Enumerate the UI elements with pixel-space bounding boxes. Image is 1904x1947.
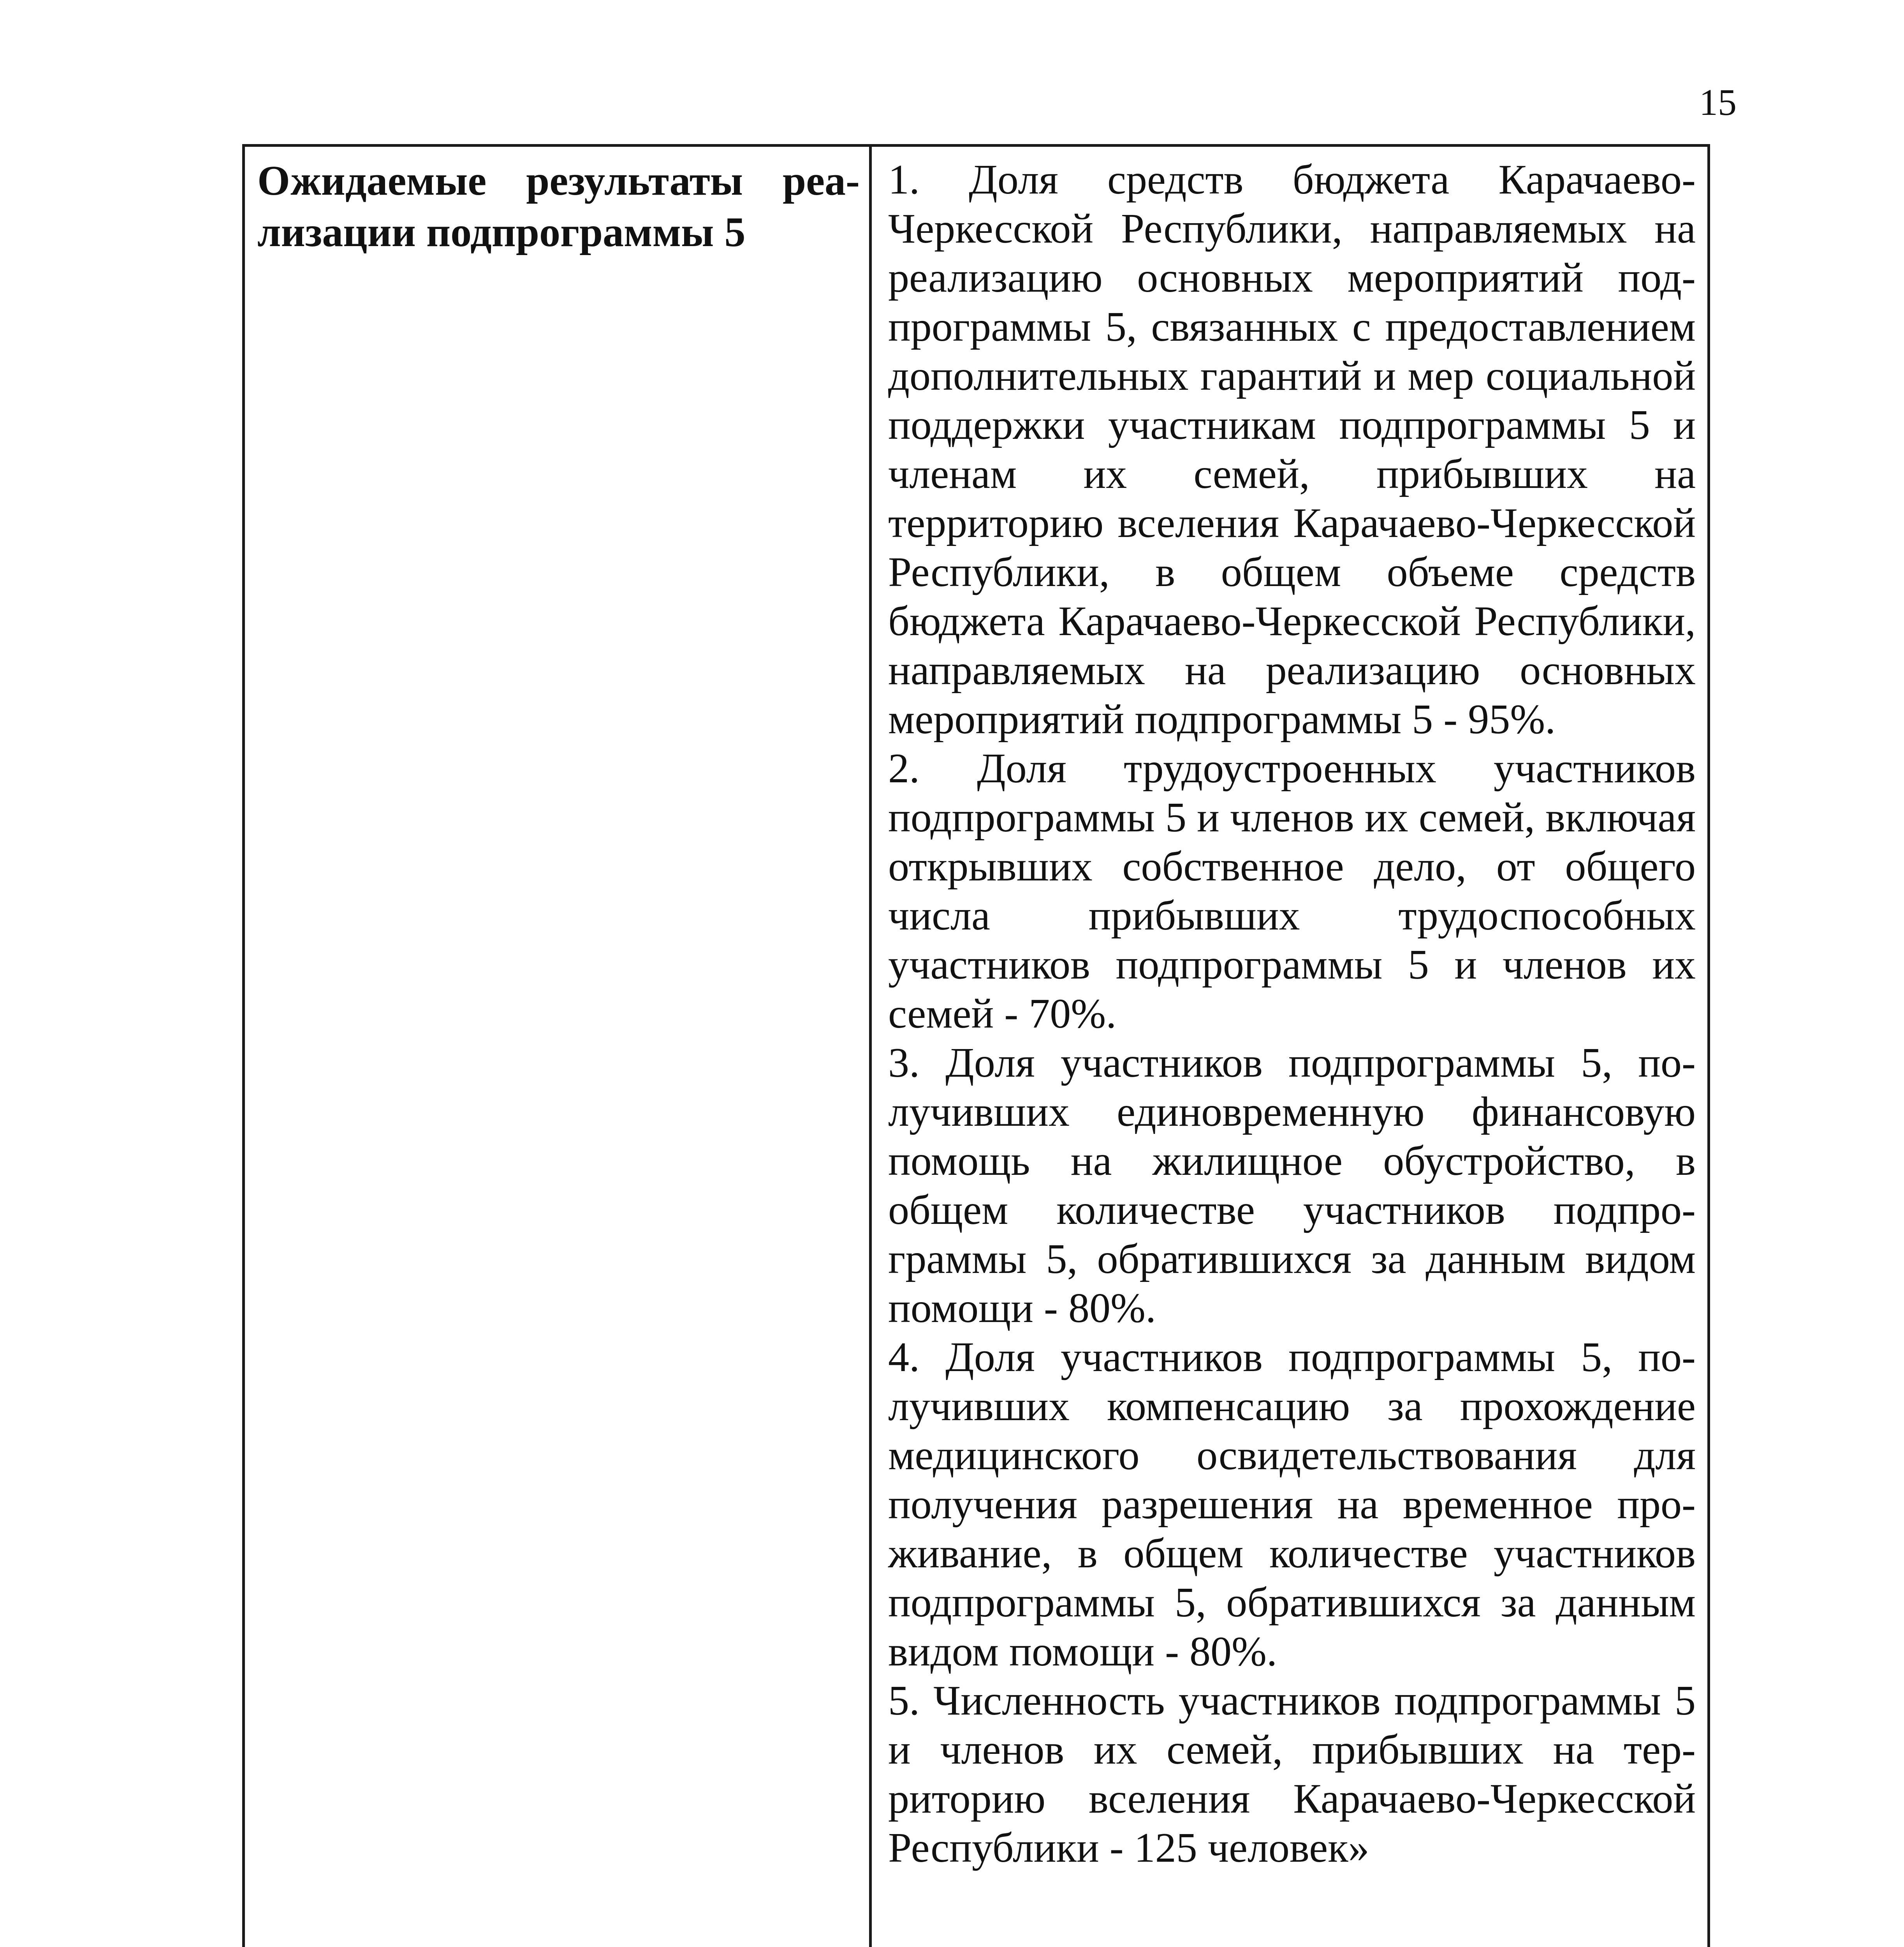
result-item-5: 5. Численность участников подпрограммы 5 и членов их семей, прибывших на территорию вселения Карачаево-Черкесской Республики - 125 человек»: [888, 1678, 1696, 1871]
row-label: Ожидаемые результаты реализации подпрограммы 5: [257, 158, 860, 255]
result-item-4: 4. Доля участников подпрограммы 5, получивших компенсацию за прохождение медицинского освидетельствования для получения разрешения на временное проживание, в общем количестве участников подпрограммы 5, обратившихся за данным видом помощи - 80%.: [888, 1334, 1696, 1675]
label-cell: [245, 147, 872, 1947]
result-item-1: 1. Доля средств бюджета Карачаево-Черкесской Республики, направляемых на реализацию основных мероприятий подпрограммы 5, связанных с предоставлением дополнительных гарантий и мер социальной поддержки участникам подпрограммы 5 и членам их семей, прибывших на территорию вселения Карачаево-Черкесской Республики, в общем объеме средств бюджета Карачаево-Черкесской Республики, направляемых на реализацию основных мероприятий подпрограммы 5 - 95%.: [888, 157, 1696, 743]
page-number: 15: [1699, 81, 1737, 123]
results-cell: [872, 147, 1707, 1947]
result-item-3: 3. Доля участников подпрограммы 5, получивших единовременную финансовую помощь на жилищное обустройство, в общем количестве участников подпрограммы 5, обратившихся за данным видом помощи - 80%.: [888, 1040, 1696, 1331]
result-item-2: 2. Доля трудоустроенных участников подпрограммы 5 и членов их семей, включая открывших собственное дело, от общего числа прибывших трудоспособных участников подпрограммы 5 и членов их семей - 70%.: [888, 745, 1696, 1037]
results-table: [242, 144, 1710, 1947]
